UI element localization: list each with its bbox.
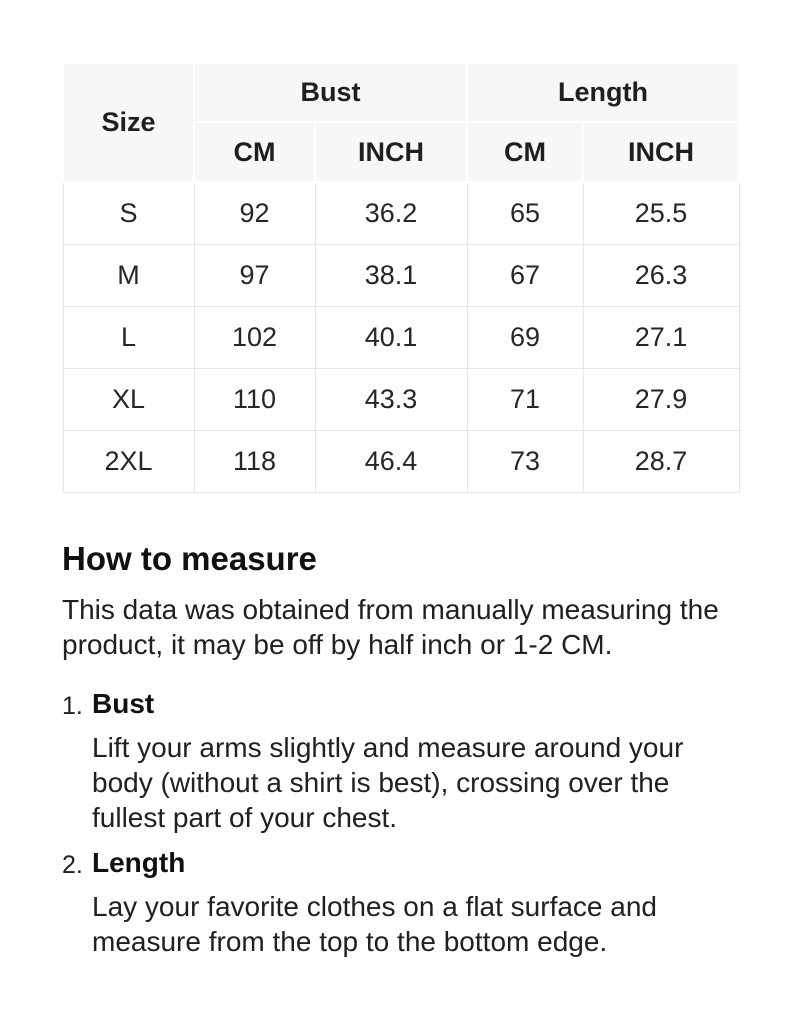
step-title-bust: Bust [92,687,155,719]
bust-inch-cell: 36.2 [315,182,467,244]
size-cell: L [63,306,194,368]
size-chart-body [63,182,739,492]
step-description-length: Lay your favorite clothes on a flat surface and measure from the top to the bottom edge. [92,890,657,957]
bust-cm-cell: 118 [194,430,315,492]
header-cell-size: Size [63,63,194,182]
header-cell-length-cm: CM [467,122,583,182]
length-inch-cell: 25.5 [583,182,739,244]
length-cm-cell: 73 [467,430,583,492]
bust-cm-cell: 97 [194,244,315,306]
length-cm-cell: 69 [467,306,583,368]
size-cell: S [63,182,194,244]
size-cell: M [63,244,194,306]
header-group-row [63,63,739,122]
bust-inch-cell: 38.1 [315,244,467,306]
bust-inch-cell: 46.4 [315,430,467,492]
table-row [63,368,739,430]
measure-steps-list [62,688,740,959]
header-cell-bust-cm: CM [194,122,315,182]
size-cell: 2XL [63,430,194,492]
bust-inch-cell: 43.3 [315,368,467,430]
header-cell-bust-inch: INCH [315,122,467,182]
length-inch-cell: 28.7 [583,430,739,492]
length-cm-cell: 67 [467,244,583,306]
step-title-length: Length [92,846,186,878]
list-item-length [62,847,740,959]
step-number: 2. [62,850,83,879]
step-number: 1. [62,691,83,720]
page-title: How to measure [62,539,317,577]
table-row [63,182,739,244]
size-cell: XL [63,368,194,430]
length-inch-cell: 26.3 [583,244,739,306]
bust-cm-cell: 102 [194,306,315,368]
measure-intro-text: This data was obtained from manually measuring the product, it may be off by half inch or 1-2 CM. [62,593,719,660]
size-chart-table [62,62,740,493]
bust-inch-cell: 40.1 [315,306,467,368]
header-cell-bust: Bust [194,63,467,122]
header-cell-length: Length [467,63,739,122]
header-cell-length-inch: INCH [583,122,739,182]
length-cm-cell: 65 [467,182,583,244]
table-row [63,306,739,368]
table-row [63,430,739,492]
length-inch-cell: 27.1 [583,306,739,368]
step-description-bust: Lift your arms slightly and measure around your body (without a shirt is best), crossing over the fullest part of your chest. [92,731,684,833]
length-inch-cell: 27.9 [583,368,739,430]
list-item-bust [62,688,740,835]
size-chart-header [63,63,739,182]
bust-cm-cell: 92 [194,182,315,244]
table-row [63,244,739,306]
length-cm-cell: 71 [467,368,583,430]
bust-cm-cell: 110 [194,368,315,430]
